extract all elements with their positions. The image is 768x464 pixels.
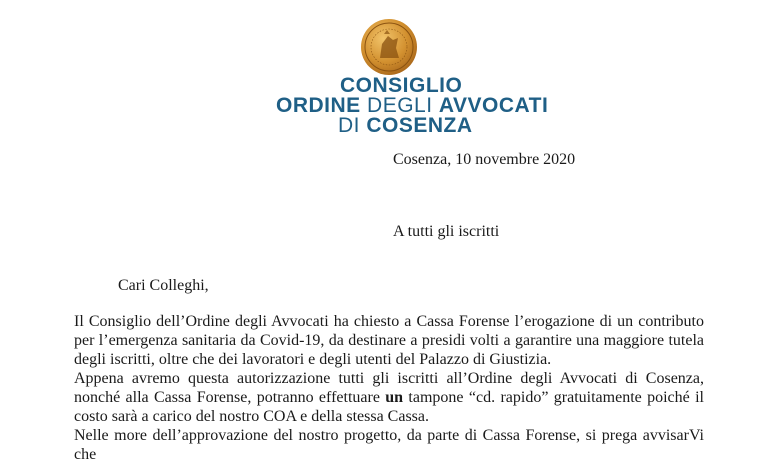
logo-text-ordine: ORDINE	[276, 94, 361, 117]
coin-seal-icon	[360, 18, 418, 76]
letter-date: Cosenza, 10 novembre 2020	[393, 151, 576, 168]
letter-body	[74, 312, 704, 464]
paragraph-1: Il Consiglio dell’Ordine degli Avvocati ha chiesto a Cassa Forense l’erogazione di un contributo per l’emergenza sanitaria da Covid-19, da destinare a presidi volti a garantire una maggiore tutela degli iscritti, oltre che dei lavoratori e degli utenti del Palazzo di Giustizia.	[74, 313, 704, 368]
paragraph-2	[74, 369, 704, 426]
logo-text-cosenza: COSENZA	[366, 114, 473, 137]
logo-text-degli: DEGLI	[367, 94, 433, 117]
logo-di-cosenza	[338, 114, 473, 138]
letter-recipients: A tutti gli iscritti	[393, 223, 500, 240]
bar-association-seal	[360, 18, 418, 76]
paragraph-2-end: tampone “cd. rapido” gratuitamente poiché il costo sarà a carico del nostro COA e della stessa Cassa.	[74, 389, 704, 425]
letter-greeting: Cari Colleghi,	[118, 277, 209, 294]
logo-text-di: DI	[338, 114, 360, 137]
paragraph-2-start: Appena avremo questa autorizzazione tutti gli iscritti all’Ordine degli Avvocati di Cosenza, nonché alla Cassa Forense, potranno effettuare	[74, 370, 704, 406]
paragraph-3: Nelle more dell’approvazione del nostro progetto, da parte di Cassa Forense, si prega avvisarVi che	[74, 427, 704, 463]
logo-text-consiglio: CONSIGLIO	[340, 74, 463, 97]
paragraph-2-bold: un	[385, 389, 404, 406]
logo-text-avvocati: AVVOCATI	[438, 94, 549, 117]
